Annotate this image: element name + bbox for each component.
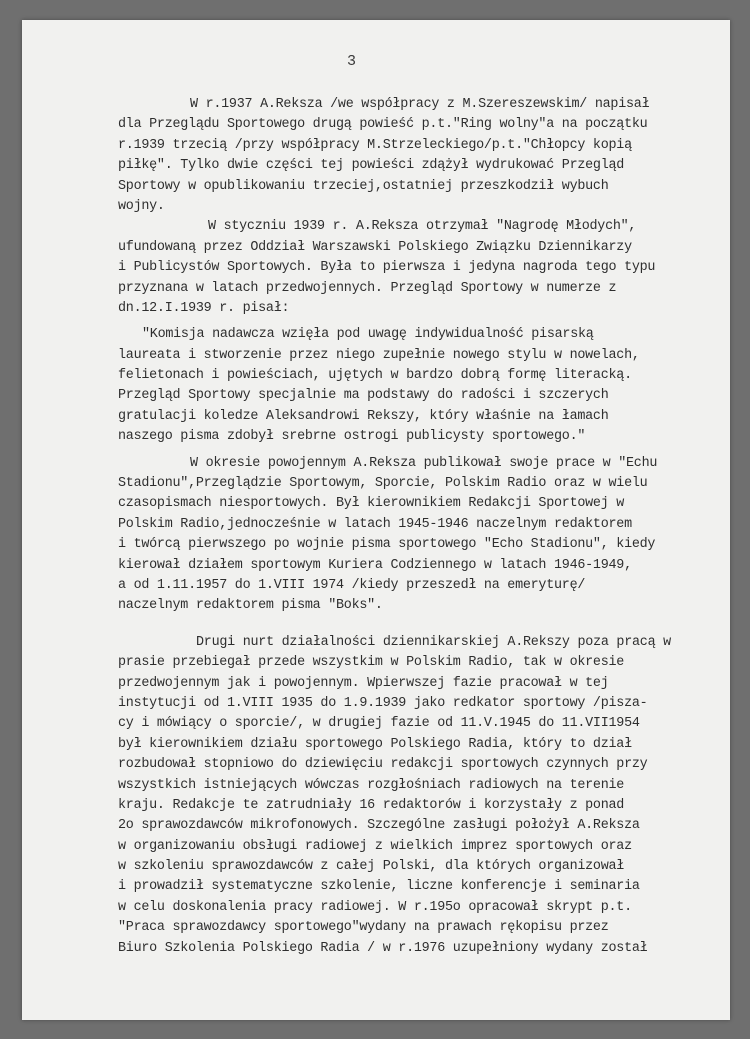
text-line: cy i mówiący o sporcie/, w drugiej fazie od 11.V.1945 do 11.VII1954: [118, 716, 640, 732]
text-line: naszego pisma zdobył srebrne ostrogi publicysty sportowego.": [118, 429, 586, 445]
text-line: rozbudował stopniowo do dziewięciu redakcji sportowych czynnych przy: [118, 757, 648, 773]
text-line: i Publicystów Sportowych. Była to pierwsza i jedyna nagroda tego typu: [118, 260, 656, 276]
text-line: przyznana w latach przedwojennych. Przegląd Sportowy w numerze z: [118, 280, 617, 296]
text-line: "Komisja nadawcza wzięła pod uwagę indywidualność pisarską: [142, 327, 594, 343]
paragraph-p4: [118, 633, 730, 959]
text-line: i prowadził systematyczne szkolenie, liczne konferencje i seminaria: [118, 879, 640, 895]
text-line: instytucji od 1.VIII 1935 do 1.9.1939 jako redkator sportowy /pisza-: [118, 695, 648, 711]
text-line: czasopismach niesportowych. Był kierownikiem Redakcji Sportowej w: [118, 496, 625, 512]
text-line: a od 1.11.1957 do 1.VIII 1974 /kiedy przeszedł na emeryturę/: [118, 577, 586, 593]
text-line: 2o sprawozdawców mikrofonowych. Szczególne zasługi położył A.Reksza: [118, 818, 640, 834]
text-line: ufundowaną przez Oddział Warszawski Polskiego Związku Dziennikarzy: [118, 239, 632, 255]
text-line: był kierownikiem działu sportowego Polskiego Radia, który to dział: [118, 736, 632, 752]
text-line: gratulacji koledze Aleksandrowi Rekszy, który właśnie na łamach: [118, 408, 609, 424]
text-line: dn.12.I.1939 r. pisał:: [118, 300, 290, 316]
text-line: prasie przebiegał przede wszystkim w Polskim Radio, tak w okresie: [118, 655, 625, 671]
text-line: W styczniu 1939 r. A.Reksza otrzymał "Nagrodę Młodych",: [208, 219, 637, 235]
text-line: w szkoleniu sprawozdawców z całej Polski, dla których organizował: [118, 859, 625, 875]
text-line: felietonach i powieściach, ujętych w bardzo dobrą formę literacką.: [118, 368, 632, 384]
paragraph-p2: [118, 217, 730, 319]
text-line: Przegląd Sportowy specjalnie ma podstawy do radości i szczerych: [118, 388, 609, 404]
text-line: W r.1937 A.Reksza /we współpracy z M.Szereszewskim/ napisał: [190, 97, 650, 112]
text-line: Biuro Szkolenia Polskiego Radia / w r.1976 uzupełniony wydany został: [118, 940, 648, 956]
paragraph-quote: [118, 325, 730, 447]
text-line: kraju. Redakcje te zatrudniały 16 redaktorów i korzystały z ponad: [118, 797, 625, 813]
text-line: Sportowy w opublikowaniu trzeciej,ostatniej przeszkodził wybuch: [118, 178, 609, 194]
text-line: naczelnym redaktorem pisma "Boks".: [118, 598, 383, 614]
text-line: Stadionu",Przeglądzie Sportowym, Sporcie, Polskim Radio oraz w wielu: [118, 476, 648, 492]
text-line: W okresie powojennym A.Reksza publikował swoje prace w "Echu: [190, 455, 658, 471]
text-line: przedwojennym jak i powojennym. Wpierwszej fazie pracował w tej: [118, 675, 609, 691]
text-line: w celu doskonalenia pracy radiowej. W r.195o opracował skrypt p.t.: [118, 899, 632, 915]
text-line: laureata i stworzenie przez niego zupełnie nowego stylu w nowelach,: [118, 347, 640, 363]
text-line: dla Przeglądu Sportowego drugą powieść p.t."Ring wolny"a na początku: [118, 117, 648, 133]
text-line: r.1939 trzecią /przy współpracy M.Strzeleckiego/p.t."Chłopcy kopią: [118, 137, 632, 153]
page-body: [118, 95, 730, 959]
text-line: kierował działem sportowym Kuriera Codziennego w latach 1946-1949,: [118, 557, 632, 573]
text-line: wojny.: [118, 198, 165, 214]
text-line: piłkę". Tylko dwie części tej powieści zdążył wydrukować Przegląd: [118, 158, 625, 174]
page-number: 3: [347, 53, 357, 70]
text-line: i twórcą pierwszego po wojnie pisma sportowego "Echo Stadionu", kiedy: [118, 537, 656, 553]
typewritten-page: [22, 20, 730, 1020]
text-line: w organizowaniu obsługi radiowej z wielkich imprez sportowych oraz: [118, 838, 632, 854]
text-line: Polskim Radio,jednocześnie w latach 1945-1946 naczelnym redaktorem: [118, 516, 632, 532]
paragraph-p1: [118, 95, 730, 217]
text-line: "Praca sprawozdawcy sportowego"wydany na prawach rękopisu przez: [118, 920, 609, 936]
text-line: Drugi nurt działalności dziennikarskiej A.Rekszy poza pracą w: [196, 634, 671, 650]
paragraph-p3: [118, 454, 730, 617]
text-line: wszystkich istniejących wówczas rozgłośniach radiowych na terenie: [118, 777, 625, 793]
